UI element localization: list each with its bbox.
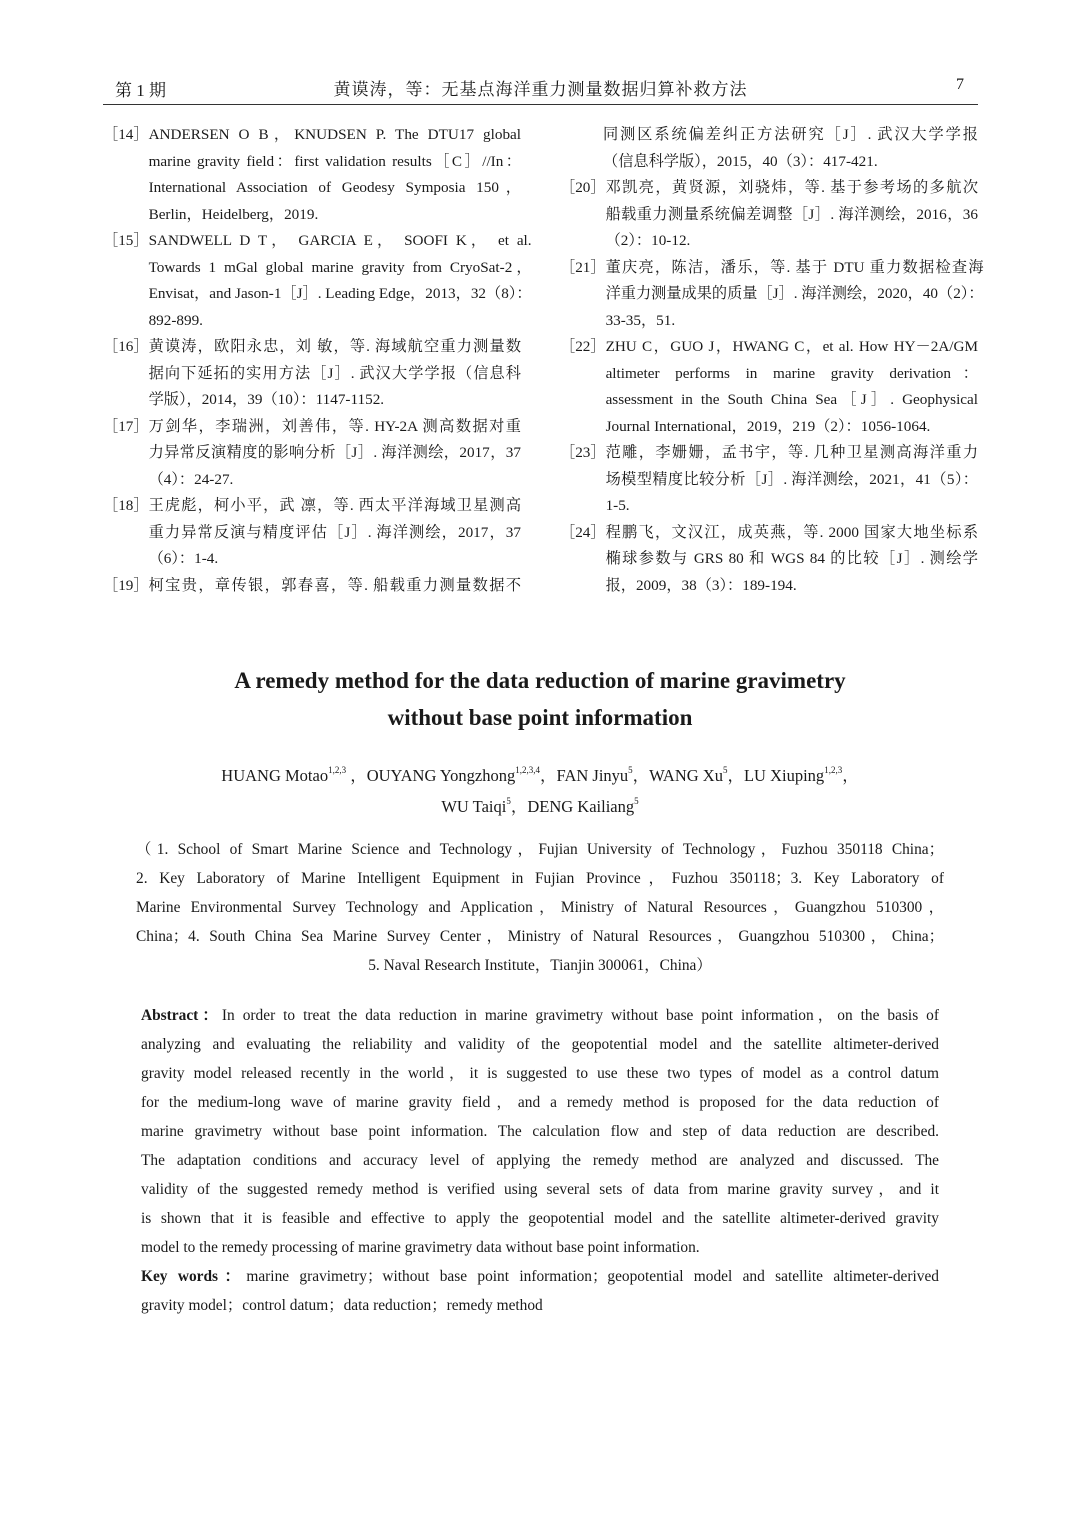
- author-line: WU Taiqi$^5$，DENG Kailiang$^5$: [441, 796, 639, 816]
- reference-entry: [560, 255, 984, 335]
- abstract-line: The adaptation conditions and accuracy level of applying the remedy method are analyzed and discussed. The: [141, 1152, 939, 1169]
- reference-text: [149, 334, 521, 414]
- reference-line: 力异常反演精度的影响分析［J］. 海洋测绘，2017，37: [148, 444, 521, 461]
- reference-number: ［17］: [103, 417, 149, 435]
- reference-line: SANDWELL D T， GARCIA E， SOOFI K， et al.: [148, 232, 532, 249]
- abstract-line: validity of the suggested remedy method is verified using several sets of data from marine gravity survey，and it: [141, 1181, 939, 1198]
- reference-line: 董庆亮，陈洁，潘乐，等. 基于 DTU 重力数据检查海: [605, 258, 984, 276]
- reference-line: Berlin，Heidelberg，2019.: [148, 205, 319, 223]
- affiliation-line: （1. School of Smart Marine Science and Technology，Fujian University of Technology，Fuzhou 350118 China；: [136, 841, 944, 858]
- reference-line: （6）：1-4.: [148, 550, 219, 567]
- author-name: HUANG Motao$^{1,2,3}$: [221, 765, 347, 785]
- reference-number: ［20］: [560, 179, 606, 196]
- affiliation-line: 2. Key Laboratory of Marine Intelligent Equipment in Fujian Province，Fuzhou 350118；3. Key Laboratory of: [136, 870, 944, 887]
- reference-entry: [103, 414, 521, 494]
- abstract-line: marine gravimetry without base point information. The calculation flow and step of data reduction are described.: [141, 1123, 939, 1140]
- reference-line: 万剑华，李瑞洲，刘善伟，等. HY-2A 测高数据对重: [148, 417, 521, 435]
- reference-number: ［16］: [103, 338, 149, 355]
- reference-line: 据向下延拓的实用方法［J］. 武汉大学学报（信息科: [148, 364, 521, 382]
- reference-line: 重力异常反演与精度评估［J］. 海洋测绘，2017，37: [148, 523, 521, 541]
- reference-text: [149, 228, 532, 334]
- reference-text: [149, 414, 521, 494]
- reference-line: marine gravity field：first validation results［C］//In：: [148, 152, 521, 170]
- english-title-line: without base point information: [387, 705, 693, 730]
- reference-entry: [560, 440, 978, 520]
- affiliation-line: China；4. South China Sea Marine Survey Center，Ministry of Natural Resources，Guangzhou 510300，China；: [136, 928, 944, 945]
- reference-line: （2）：10-12.: [605, 232, 691, 249]
- references-left-column: [103, 122, 532, 599]
- reference-number: ［22］: [560, 338, 606, 355]
- keywords-line: gravity model；control datum；data reduction；remedy method: [141, 1297, 543, 1314]
- abstract-line: is shown that it is feasible and effective to apply the geopotential model and the satellite altimeter-derived gravity: [141, 1210, 939, 1227]
- affiliation-line: 5. Naval Research Institute，Tianjin 300061，China）: [368, 957, 712, 974]
- reference-entry: [103, 573, 521, 600]
- author-list: [0, 760, 1080, 822]
- reference-line: 同测区系统偏差纠正方法研究［J］. 武汉大学学报: [603, 126, 978, 143]
- reference-number: ［14］: [103, 126, 149, 143]
- reference-line: 黄谟涛，欧阳永忠，刘 敏，等. 海域航空重力测量数: [148, 338, 521, 355]
- abstract-label: Abstract：: [141, 1007, 222, 1024]
- reference-number: ［15］: [103, 232, 149, 249]
- reference-text: [149, 122, 521, 228]
- page-number: 7: [956, 76, 964, 93]
- author-name: FAN Jinyu$^5$: [556, 765, 633, 785]
- reference-line: （信息科学版），2015，40（3）：417-421.: [603, 152, 878, 170]
- reference-line: 邓凯亮，黄贤源，刘骁炜，等. 基于参考场的多航次: [605, 179, 978, 196]
- reference-line: 洋重力测量成果的质量［J］. 海洋测绘，2020，40（2）：: [605, 285, 984, 302]
- author-name: WU Taiqi$^5$: [441, 796, 511, 816]
- abstract-line: model to the remedy processing of marine gravimetry data without base point information.: [141, 1239, 700, 1256]
- reference-entry: [560, 122, 978, 175]
- reference-entry: [103, 493, 521, 573]
- reference-text: [606, 440, 978, 520]
- author-affiliation-mark: 5: [628, 765, 633, 775]
- reference-line: ANDERSEN O B，KNUDSEN P. The DTU17 global: [148, 126, 521, 143]
- author-line: HUANG Motao$^{1,2,3}$ ，OUYANG Yongzhong$^{1,2,3,4}$，FAN Jinyu$^5$，WANG Xu$^5$，LU Xiuping$^{1,2,3}$，: [221, 765, 859, 785]
- reference-line: Towards 1 mGal global marine gravity from CryoSat-2，: [148, 258, 532, 276]
- reference-text: [603, 122, 978, 175]
- author-name: LU Xiuping$^{1,2,3}$: [743, 765, 843, 785]
- reference-line: 33-35，51.: [605, 311, 676, 329]
- reference-text: [149, 493, 521, 573]
- reference-text: [149, 573, 521, 600]
- reference-entry: [103, 334, 521, 414]
- reference-line: 程鹏飞，文汉江，成英燕，等. 2000 国家大地坐标系: [605, 523, 978, 541]
- author-name: DENG Kailiang$^5$: [527, 796, 639, 816]
- author-affiliation-mark: 5: [634, 796, 639, 806]
- reference-entry: [560, 175, 978, 255]
- reference-entry: [103, 122, 521, 228]
- reference-line: 学版），2014，39（10）：1147-1152.: [148, 391, 385, 408]
- author-affiliation-mark: 5: [722, 765, 728, 775]
- reference-text: [606, 175, 978, 255]
- abstract-block: [141, 1001, 939, 1320]
- reference-line: Envisat，and Jason-1［J］. Leading Edge，2013，32（8）：: [148, 285, 532, 302]
- reference-line: ZHU C，GUO J，HWANG C，et al. How HY－2A/GM: [605, 338, 978, 355]
- reference-line: Journal International，2019，219（2）：1056-1064.: [605, 417, 931, 435]
- english-title-line: A remedy method for the data reduction of marine gravimetry: [234, 668, 846, 693]
- affiliations: [136, 835, 944, 980]
- reference-entry: [560, 334, 978, 440]
- abstract-line: for the medium-long wave of marine gravity field，and a remedy method is proposed for the data reduction of: [141, 1094, 939, 1111]
- author-name: OUYANG Yongzhong$^{1,2,3,4}$: [366, 765, 540, 785]
- author-name: WANG Xu$^5$: [649, 765, 728, 785]
- reference-entry: [103, 228, 532, 334]
- reference-line: 报，2009，38（3）：189-194.: [605, 576, 797, 594]
- running-title: 黄谟涛，等：无基点海洋重力测量数据归算补救方法: [333, 80, 748, 99]
- reference-line: 椭球参数与 GRS 80 和 WGS 84 的比较［J］. 测绘学: [605, 550, 978, 567]
- keywords-line: Key words：marine gravimetry；without base point information；geopotential model and satellite altimeter-derived: [141, 1268, 939, 1285]
- author-affiliation-mark: 1,2,3: [328, 765, 347, 775]
- reference-text: [606, 520, 978, 600]
- running-header: [103, 72, 978, 105]
- reference-line: 892-899.: [148, 311, 203, 329]
- reference-line: 船载重力测量系统偏差调整［J］. 海洋测绘，2016，36: [605, 205, 978, 223]
- abstract-line: analyzing and evaluating the reliability and validity of the geopotential model and the satellite altimeter-derived: [141, 1036, 939, 1053]
- reference-number: ［18］: [103, 497, 149, 514]
- reference-line: altimeter performs in marine gravity derivation：: [605, 364, 978, 382]
- reference-entry: [560, 520, 978, 600]
- author-affiliation-mark: 1,2,3,4: [515, 765, 540, 775]
- reference-number: ［19］: [103, 576, 149, 594]
- references-right-column: [560, 122, 984, 599]
- reference-number: ［24］: [560, 523, 606, 541]
- reference-text: [606, 255, 984, 335]
- reference-line: 1-5.: [605, 497, 630, 514]
- reference-line: 范雕，李姗姗，孟书宇，等. 几种卫星测高海洋重力: [605, 444, 978, 461]
- abstract-line: gravity model released recently in the world，it is suggested to use these two types of model as a control datum: [141, 1065, 939, 1082]
- reference-line: 柯宝贵，章传银，郭春喜，等. 船载重力测量数据不: [148, 576, 521, 594]
- reference-line: 场模型精度比较分析［J］. 海洋测绘，2021，41（5）：: [605, 470, 978, 488]
- reference-line: （4）：24-27.: [148, 470, 234, 488]
- keywords-label: Key words：: [141, 1268, 247, 1285]
- abstract-line: Abstract：In order to treat the data reduction in marine gravimetry without base point information，on the basis of: [141, 1007, 939, 1024]
- reference-text: [606, 334, 978, 440]
- reference-number: ［23］: [560, 444, 606, 461]
- issue-label: 第 1 期: [115, 81, 166, 100]
- reference-number: ［21］: [560, 258, 606, 276]
- reference-line: 王虎彪，柯小平，武 凛，等. 西太平洋海域卫星测高: [148, 497, 521, 514]
- reference-number: [560, 122, 603, 175]
- affiliation-line: Marine Environmental Survey Technology and Application，Ministry of Natural Resources，Guangzhou 510300，: [136, 899, 944, 916]
- author-affiliation-mark: 1,2,3: [824, 765, 843, 775]
- author-affiliation-mark: 5: [506, 796, 511, 806]
- english-title: [0, 662, 1080, 736]
- reference-line: International Association of Geodesy Symposia 150，: [148, 179, 521, 196]
- reference-line: assessment in the South China Sea［J］. Geophysical: [605, 391, 978, 408]
